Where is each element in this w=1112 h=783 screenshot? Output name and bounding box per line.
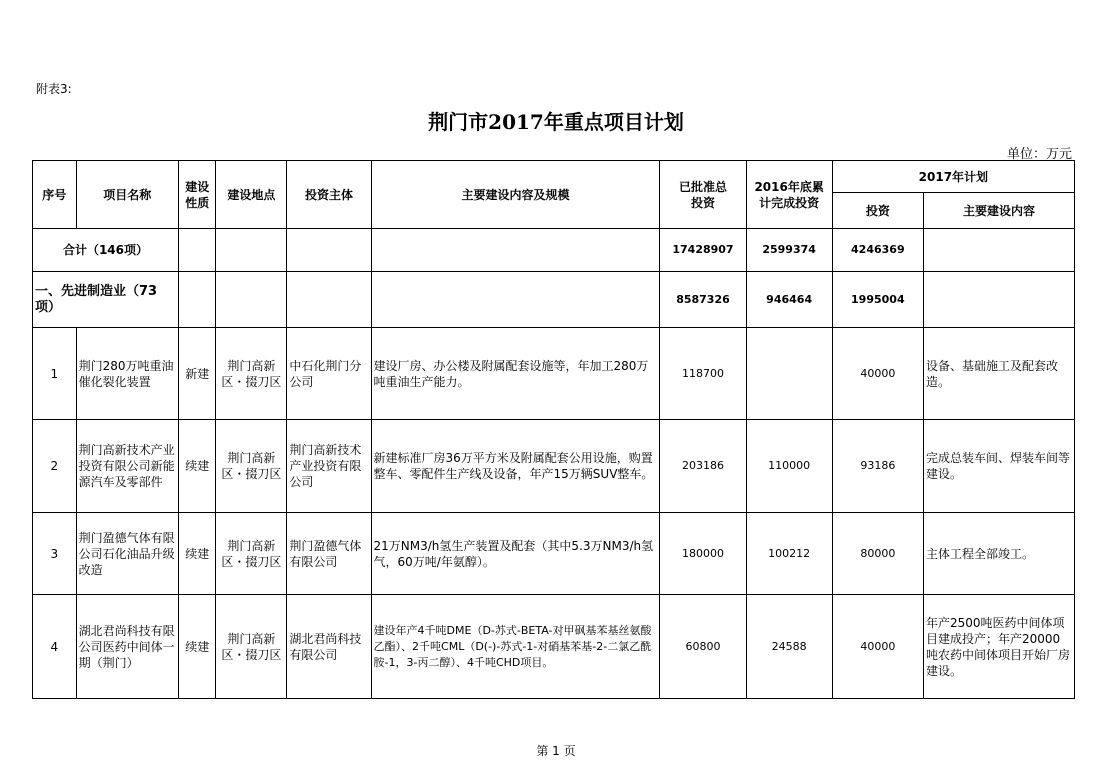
row-content: 21万NM3/h氢生产装置及配套（其中5.3万NM3/h氢气，60万吨/年氨醇）。 [371, 513, 660, 595]
row-plan-content: 年产2500吨医药中间体项目建成投产；年产20000吨农药中间体项目开始厂房建设。 [923, 595, 1074, 699]
row-seq: 4 [33, 595, 77, 699]
row-investor: 湖北君尚科技有限公司 [287, 595, 371, 699]
page-title: 荆门市2017年重点项目计划 [428, 110, 684, 134]
row-content: 建设年产4千吨DME（D-苏式-BETA-对甲砜基苯基丝氨酸乙酯）、2千吨CML（D(-)-苏式-1-对硝基苯基-2-二氯乙酰胺-1，3-丙二醇）、4千吨CHD项目。 [371, 595, 660, 699]
row-investor: 荆门高新技术产业投资有限公司 [287, 420, 371, 513]
row-project-name: 荆门280万吨重油催化裂化装置 [76, 328, 178, 420]
empty-cell [287, 272, 371, 328]
row-completed: 100212 [746, 513, 832, 595]
empty-cell [371, 229, 660, 272]
row-location: 荆门高新区・掇刀区 [216, 420, 287, 513]
header-plan-2017: 2017年计划 [832, 161, 1074, 193]
total-approved: 17428907 [660, 229, 746, 272]
header-plan-invest: 投资 [832, 193, 923, 229]
row-nature: 续建 [178, 420, 216, 513]
table-row [33, 420, 1075, 513]
header-row-1 [33, 161, 1075, 193]
section-plan-invest: 1995004 [832, 272, 923, 328]
header-content: 主要建设内容及规模 [371, 161, 660, 229]
row-approved: 118700 [660, 328, 746, 420]
row-completed: 110000 [746, 420, 832, 513]
total-plan-invest: 4246369 [832, 229, 923, 272]
section-approved: 8587326 [660, 272, 746, 328]
row-project-name: 荆门高新技术产业投资有限公司新能源汽车及零部件 [76, 420, 178, 513]
row-investor: 荆门盈德气体有限公司 [287, 513, 371, 595]
row-approved: 203186 [660, 420, 746, 513]
row-location: 荆门高新区・掇刀区 [216, 328, 287, 420]
total-completed: 2599374 [746, 229, 832, 272]
row-location: 荆门高新区・掇刀区 [216, 513, 287, 595]
row-plan-content: 主体工程全部竣工。 [923, 513, 1074, 595]
empty-cell [923, 272, 1074, 328]
row-approved: 60800 [660, 595, 746, 699]
table-row [33, 595, 1075, 699]
page-number: 第 1 页 [536, 744, 576, 758]
row-content: 建设厂房、办公楼及附属配套设施等，年加工280万吨重油生产能力。 [371, 328, 660, 420]
empty-cell [178, 229, 216, 272]
header-seq: 序号 [33, 161, 77, 229]
row-project-name: 荆门盈德气体有限公司石化油品升级改造 [76, 513, 178, 595]
section-completed: 946464 [746, 272, 832, 328]
table-row [33, 513, 1075, 595]
total-row [33, 229, 1075, 272]
row-content: 新建标准厂房36万平方米及附属配套公用设施，购置整车、零配件生产线及设备，年产15万辆SUV整车。 [371, 420, 660, 513]
header-project-name: 项目名称 [76, 161, 178, 229]
row-plan-content: 设备、基础施工及配套改造。 [923, 328, 1074, 420]
row-plan-invest: 40000 [832, 595, 923, 699]
row-plan-invest: 40000 [832, 328, 923, 420]
empty-cell [371, 272, 660, 328]
header-plan-content: 主要建设内容 [923, 193, 1074, 229]
row-seq: 2 [33, 420, 77, 513]
row-nature: 新建 [178, 328, 216, 420]
empty-cell [923, 229, 1074, 272]
header-investor: 投资主体 [287, 161, 371, 229]
row-plan-invest: 93186 [832, 420, 923, 513]
header-completed-2016: 2016年底累计完成投资 [746, 161, 832, 229]
row-nature: 续建 [178, 513, 216, 595]
header-approved: 已批准总投资 [660, 161, 746, 229]
header-nature: 建设性质 [178, 161, 216, 229]
table-row [33, 328, 1075, 420]
unit-label: 单位：万元 [1006, 147, 1072, 162]
row-approved: 180000 [660, 513, 746, 595]
total-label: 合计（146项） [33, 229, 179, 272]
section-label: 一、先进制造业（73项） [33, 272, 179, 328]
row-nature: 续建 [178, 595, 216, 699]
row-completed [746, 328, 832, 420]
project-table [32, 160, 1075, 699]
row-completed: 24588 [746, 595, 832, 699]
header-location: 建设地点 [216, 161, 287, 229]
section-row [33, 272, 1075, 328]
row-project-name: 湖北君尚科技有限公司医药中间体一期（荆门） [76, 595, 178, 699]
attachment-label: 附表3: [36, 82, 72, 96]
row-location: 荆门高新区・掇刀区 [216, 595, 287, 699]
empty-cell [178, 272, 216, 328]
row-plan-invest: 80000 [832, 513, 923, 595]
empty-cell [216, 272, 287, 328]
row-seq: 1 [33, 328, 77, 420]
empty-cell [216, 229, 287, 272]
row-plan-content: 完成总装车间、焊装车间等建设。 [923, 420, 1074, 513]
row-seq: 3 [33, 513, 77, 595]
empty-cell [287, 229, 371, 272]
row-investor: 中石化荆门分公司 [287, 328, 371, 420]
